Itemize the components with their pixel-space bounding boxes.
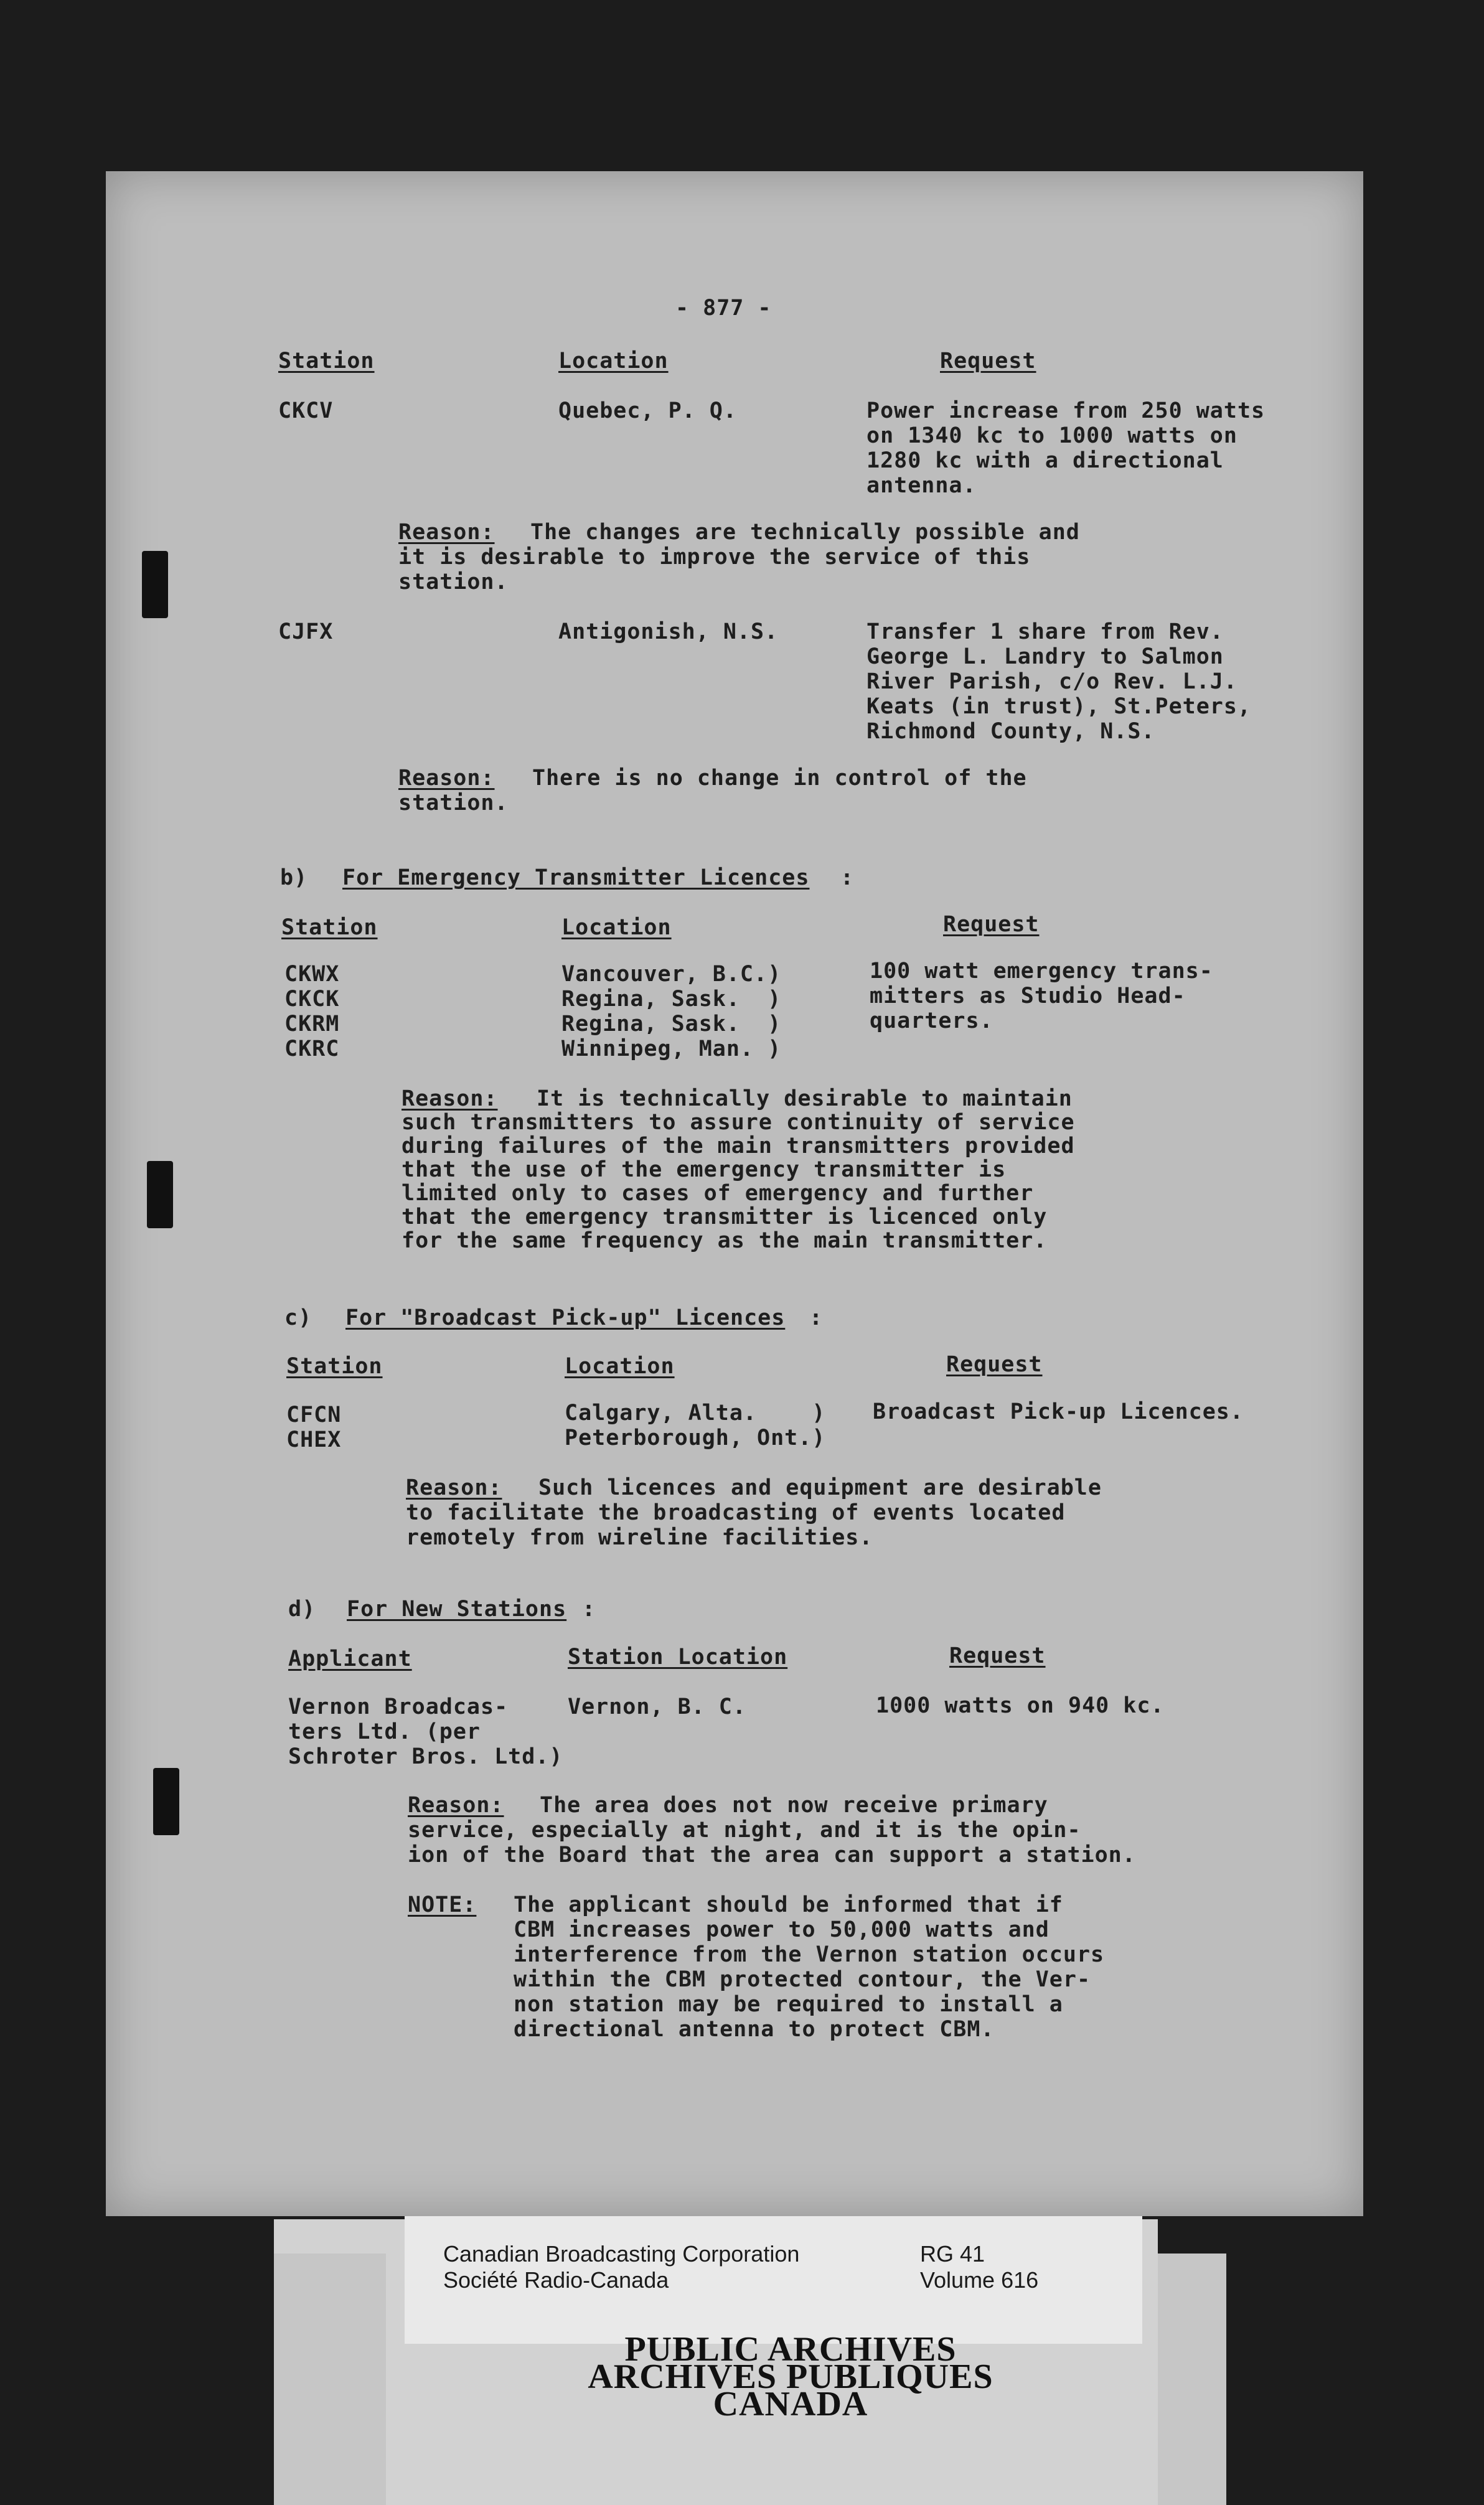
reason-line: The area does not now receive primary — [540, 1793, 1048, 1818]
station-location: Peterborough, Ont.) — [565, 1426, 826, 1450]
section-title: For "Broadcast Pick-up" Licences — [345, 1305, 786, 1330]
applicant-line: Vernon Broadcas- — [288, 1694, 509, 1719]
reason-line: it is desirable to improve the service of this — [398, 545, 1031, 570]
note-line: interference from the Vernon station occurs — [514, 1942, 1105, 1967]
header-request: Request — [946, 1352, 1043, 1377]
station-location: Vernon, B. C. — [568, 1694, 746, 1719]
station-location: Antigonish, N.S. — [558, 619, 779, 644]
header-request: Request — [940, 349, 1036, 374]
request-line: 1280 kc with a directional — [866, 448, 1224, 473]
header-request: Request — [943, 912, 1040, 937]
reason-line: remotely from wireline facilities. — [406, 1525, 873, 1550]
request-line: 1000 watts on 940 kc. — [876, 1693, 1165, 1718]
section-title-colon: : — [809, 1305, 824, 1330]
request-line: Richmond County, N.S. — [866, 719, 1155, 744]
request-line: Power increase from 250 watts — [866, 398, 1266, 423]
header-request: Request — [949, 1643, 1046, 1668]
reason-line: station. — [398, 791, 509, 815]
request-line: quarters. — [870, 1008, 993, 1033]
header-station: Station — [278, 349, 375, 374]
reason-line: during failures of the main transmitters provided — [402, 1134, 1075, 1159]
note-line: directional antenna to protect CBM. — [514, 2017, 995, 2042]
binder-hole-top — [142, 551, 168, 618]
reason-label: Reason: — [406, 1475, 502, 1500]
reason-line: Such licences and equipment are desirable — [538, 1475, 1102, 1500]
archive-card-left-edge — [274, 2254, 386, 2505]
station-code: CHEX — [286, 1427, 342, 1452]
request-line: 100 watt emergency trans- — [870, 959, 1213, 984]
request-line: antenna. — [866, 473, 977, 498]
section-title: For New Stations — [347, 1597, 567, 1622]
station-code: CKRC — [284, 1036, 340, 1061]
header-location: Location — [558, 349, 669, 374]
station-location: Vancouver, B.C.) — [561, 962, 782, 987]
station-code: CKWX — [284, 962, 340, 987]
archive-record-group: RG 41 — [920, 2241, 985, 2267]
reason-line: The changes are technically possible and — [530, 520, 1080, 545]
reason-line: such transmitters to assure continuity of service — [402, 1110, 1075, 1135]
reason-line: There is no change in control of the — [532, 766, 1027, 791]
header-station: Station — [281, 915, 378, 940]
applicant-line: Schroter Bros. Ltd.) — [288, 1744, 563, 1769]
reason-line: that the emergency transmitter is licenced only — [402, 1205, 1048, 1229]
stamp-line: PUBLIC ARCHIVES — [624, 2330, 957, 2369]
header-station: Station — [286, 1354, 383, 1379]
header-applicant: Applicant — [288, 1647, 412, 1671]
station-location: Quebec, P. Q. — [558, 398, 737, 423]
binder-hole-bottom — [153, 1768, 179, 1835]
note-line: The applicant should be informed that if — [514, 1892, 1063, 1917]
reason-label: Reason: — [398, 766, 495, 791]
station-location: Calgary, Alta. ) — [565, 1401, 826, 1426]
page-number: - 877 - — [675, 296, 772, 321]
reason-line: limited only to cases of emergency and further — [402, 1181, 1034, 1206]
station-code: CKCK — [284, 987, 340, 1012]
reason-line: service, especially at night, and it is the opin- — [408, 1818, 1081, 1843]
station-code: CKRM — [284, 1012, 340, 1036]
reason-line: ion of the Board that the area can support a station. — [408, 1843, 1136, 1868]
note-line: CBM increases power to 50,000 watts and — [514, 1917, 1050, 1942]
reason-line: that the use of the emergency transmitter is — [402, 1157, 1007, 1182]
station-code: CKCV — [278, 398, 334, 423]
header-location: Location — [561, 915, 672, 940]
request-line: Transfer 1 share from Rev. — [866, 619, 1224, 644]
header-station-location: Station Location — [568, 1645, 788, 1670]
archive-org-fr: Société Radio-Canada — [443, 2267, 669, 2293]
station-location: Regina, Sask. ) — [561, 1012, 782, 1036]
reason-line: to facilitate the broadcasting of events located — [406, 1500, 1066, 1525]
station-location: Winnipeg, Man. ) — [561, 1036, 782, 1061]
note-line: non station may be required to install a — [514, 1992, 1063, 2017]
request-line: Broadcast Pick-up Licences. — [873, 1399, 1244, 1424]
binder-hole-middle — [147, 1161, 173, 1228]
reason-line: It is technically desirable to maintain — [537, 1086, 1073, 1111]
station-code: CJFX — [278, 619, 334, 644]
section-title: For Emergency Transmitter Licences — [342, 865, 810, 890]
request-line: on 1340 kc to 1000 watts on — [866, 423, 1237, 448]
reason-label: Reason: — [402, 1086, 498, 1111]
station-location: Regina, Sask. ) — [561, 987, 782, 1012]
section-title-colon: : — [582, 1597, 596, 1622]
request-line: George L. Landry to Salmon — [866, 644, 1224, 669]
archive-volume: Volume 616 — [920, 2267, 1039, 2293]
applicant-line: ters Ltd. (per — [288, 1719, 481, 1744]
archive-org-en: Canadian Broadcasting Corporation — [443, 2241, 800, 2267]
reason-line: station. — [398, 570, 509, 595]
reason-label: Reason: — [408, 1793, 504, 1818]
request-line: mitters as Studio Head- — [870, 984, 1186, 1008]
request-line: Keats (in trust), St.Peters, — [866, 694, 1252, 719]
section-letter: b) — [280, 865, 308, 890]
station-code: CFCN — [286, 1403, 342, 1427]
header-location: Location — [565, 1354, 675, 1379]
reason-line: for the same frequency as the main transmitter. — [402, 1228, 1048, 1253]
archive-card-right-edge — [1158, 2254, 1226, 2505]
note-label: NOTE: — [408, 1892, 477, 1917]
stamp-line: ARCHIVES PUBLIQUES — [588, 2357, 993, 2396]
section-title-colon: : — [840, 865, 855, 890]
section-letter: d) — [288, 1597, 316, 1622]
stamp-line: CANADA — [713, 2385, 868, 2423]
request-line: River Parish, c/o Rev. L.J. — [866, 669, 1237, 694]
reason-label: Reason: — [398, 520, 495, 545]
note-line: within the CBM protected contour, the Ver- — [514, 1967, 1091, 1992]
section-letter: c) — [284, 1305, 312, 1330]
